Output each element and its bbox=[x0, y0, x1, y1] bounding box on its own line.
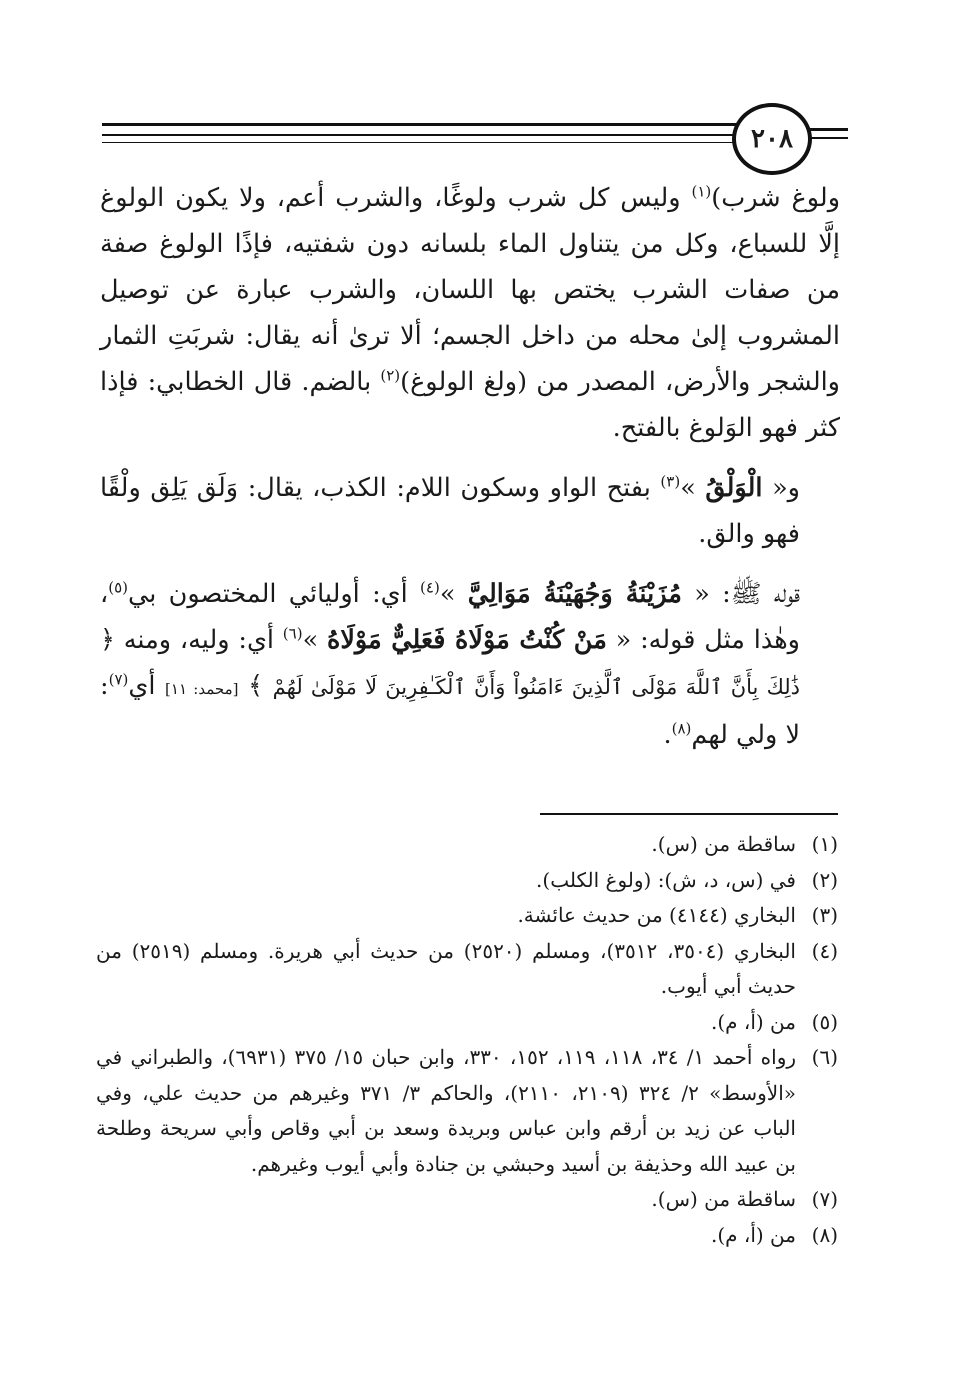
header-rule bbox=[808, 128, 848, 131]
footnote-text: ساقطة من (س). bbox=[651, 1187, 796, 1211]
hadith-text: مَنْ كُنْتُ مَوْلَاهُ فَعَلِيٌّ مَوْلَاهُ bbox=[326, 625, 607, 655]
footnotes bbox=[96, 827, 838, 1253]
footnote-item bbox=[96, 1040, 838, 1182]
footnote-ref: (٤) bbox=[420, 578, 440, 597]
footnote-ref: (٣) bbox=[660, 472, 681, 491]
footnote-number: (٥) bbox=[811, 1009, 838, 1034]
footnote-text: من (أ، م). bbox=[710, 1009, 796, 1034]
footnote-separator bbox=[540, 813, 838, 815]
quran-verse: ذَٰلِكَ بِأَنَّ ٱللَّهَ مَوْلَى ٱلَّذِينَ ءَامَنُواْ وَأَنَّ ٱلْكَـٰفِرِينَ لَا مَوْلَىٰ لَهُمْ bbox=[272, 675, 801, 699]
footnote-ref: (٥) bbox=[108, 578, 129, 597]
footnote-number: (٢) bbox=[811, 867, 838, 892]
main-text bbox=[100, 175, 840, 772]
footnote-item bbox=[96, 1182, 838, 1218]
footnote-text: البخاري (٤١٤٤) من حديث عائشة. bbox=[517, 903, 796, 927]
verse-reference: [محمد: ١١] bbox=[165, 680, 239, 698]
footnote-number: (٣) bbox=[811, 903, 838, 927]
page-number: ٢٠٨ bbox=[732, 103, 812, 175]
footnote-text: ساقطة من (س). bbox=[651, 832, 796, 856]
header-rule bbox=[102, 134, 738, 136]
footnote-number: (٧) bbox=[811, 1187, 838, 1211]
footnote-ref: (٢) bbox=[380, 366, 401, 385]
header-rule bbox=[102, 142, 738, 143]
paragraph-2: و« الْوَلْقُ »$^{(٣)}$ بفتح الواو وسكون اللام: الكذب، يقال: وَلَق يَلِق ولْقًا فهو والق. bbox=[100, 472, 800, 549]
hadith-text: مُزَيْنَةُ وَجُهَيْنَةُ مَوَالِيَّ bbox=[467, 579, 682, 609]
footnote-item bbox=[96, 898, 838, 934]
footnote-ref: (٧) bbox=[108, 670, 129, 689]
headword: الْوَلْقُ bbox=[705, 473, 763, 503]
header-rule bbox=[102, 123, 738, 126]
footnote-item bbox=[96, 934, 838, 1005]
paragraph-1: ولوغ شرب)$^{(١)}$ وليس كل شرب ولوغًا، والشرب أعم، ولا يكون الولوغ إلَّا للسباع، وكل من يتناول الماء بلسانه دون شفتيه، فإذًا الولوغ صفة من صفات الشرب يختص بها اللسان، والشرب عبارة عن توصيل المشروب إلىٰ محله من داخل الجسم؛ ألا ترىٰ أنه يقال: شربَتِ الثمار والشجر والأرض، المصدر من (ولغ الولوغ)$^{(٢)}$ بالضم. قال الخطابي: فإذا كثر فهو الوَلوغ بالفتح. bbox=[100, 182, 841, 443]
footnote-item bbox=[96, 1005, 838, 1041]
footnote-ref: (٦) bbox=[282, 624, 303, 643]
footnote-item bbox=[96, 1218, 838, 1254]
footnote-number: (٤) bbox=[811, 938, 838, 963]
footnote-text: من (أ، م). bbox=[710, 1222, 796, 1247]
footnote-item bbox=[96, 827, 838, 863]
header-rule bbox=[808, 137, 848, 139]
footnote-number: (٨) bbox=[811, 1222, 838, 1247]
footnote-text: في (س، د، ش): (ولوغ الكلب). bbox=[536, 867, 796, 892]
footnote-number: (١) bbox=[811, 832, 838, 856]
footnote-number: (٦) bbox=[811, 1045, 838, 1069]
footnote-item bbox=[96, 863, 838, 899]
footnote-ref: (١) bbox=[691, 182, 712, 201]
paragraph-3: قوله ﷺ: « مُزَيْنَةُ وَجُهَيْنَةُ مَوَالِيَّ »$^{(٤)}$ أي: أوليائي المختصون بي$^{(٥)}$، وهٰذا مثل قوله: « مَنْ كُنْتُ مَوْلَاهُ فَعَلِيٌّ مَوْلَاهُ »$^{(٦)}$ أي: وليه، ومنه ﴿ ذَٰلِكَ بِأَنَّ ٱللَّهَ مَوْلَى ٱلَّذِينَ ءَامَنُواْ وَأَنَّ ٱلْكَـٰفِرِينَ لَا مَوْلَىٰ لَهُمْ ﴾ [محمد: ١١] أي$^{(٧)}$: لا ولي لهم$^{(٨)}$. bbox=[100, 578, 801, 750]
footnote-ref: (٨) bbox=[671, 719, 692, 738]
footnote-text: البخاري (٣٥٠٤، ٣٥١٢)، ومسلم (٢٥٢٠) من حديث أبي هريرة. ومسلم (٢٥١٩) من حديث أبي أيوب. bbox=[96, 938, 796, 998]
footnote-text: رواه أحمد ١/ ٣٤، ١١٨، ١١٩، ١٥٢، ٣٣٠، وابن حبان ١٥/ ٣٧٥ (٦٩٣١)، والطبراني في «الأوسط» ٢/ ٣٢٤ (٢١٠٩، ٢١١٠)، والحاكم ٣/ ٣٧١ وغيرهم من حديث علي، وفي الباب عن زيد بن أرقم وابن عباس وبريدة وسعد بن أبي وقاص وأبي سريحة وطلحة بن عبيد الله وحذيفة بن أسيد وحبشي بن جنادة وأبي أيوب وغيرهم. bbox=[96, 1045, 797, 1176]
